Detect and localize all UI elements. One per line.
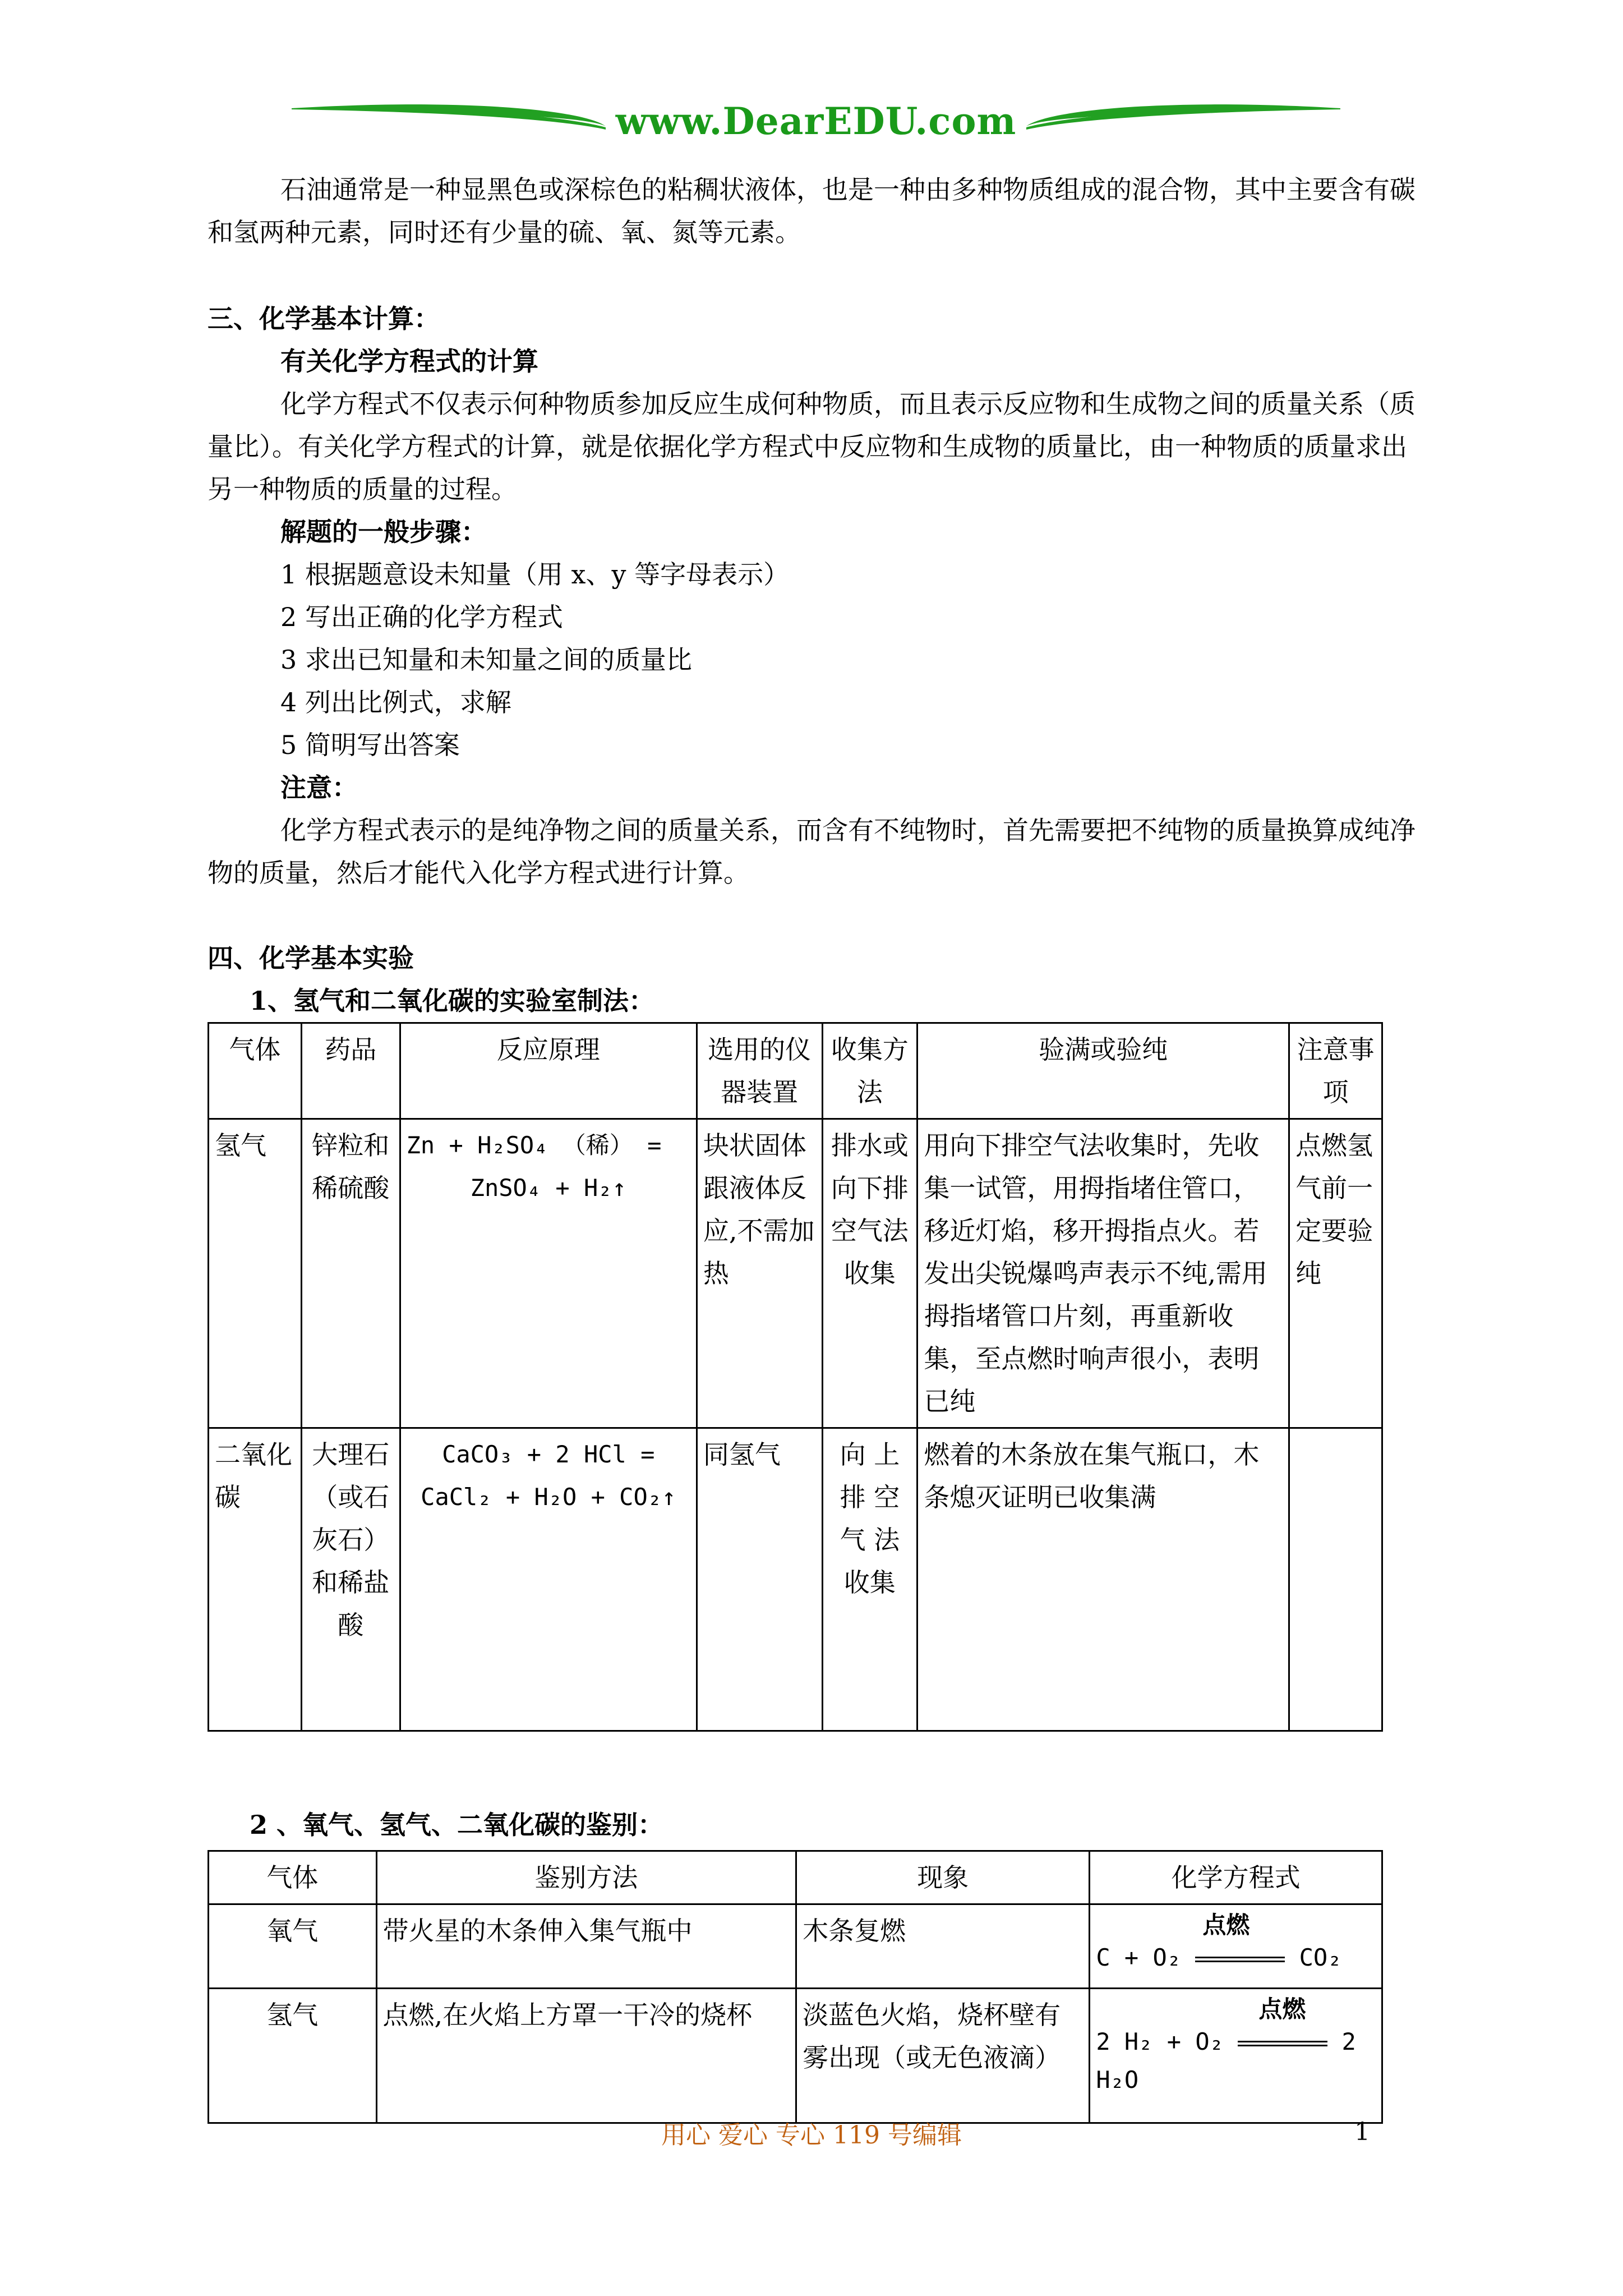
section3-title: 三、化学基本计算： bbox=[208, 303, 440, 334]
page-number: 1 bbox=[1354, 2118, 1370, 2146]
col-header-method: 鉴别方法 bbox=[376, 1851, 796, 1904]
cell-apparatus: 同氢气 bbox=[697, 1428, 822, 1731]
footer-text: 用心 爱心 专心 119 号编辑 bbox=[661, 2121, 962, 2150]
equation-right: CO₂ bbox=[1299, 1944, 1342, 1971]
equation-line-2: ZnSO₄ + H₂↑ bbox=[470, 1174, 626, 1202]
col-header-principle: 反应原理 bbox=[400, 1023, 697, 1119]
cell-reagents: 大理石（或石灰石）和稀盐酸 bbox=[301, 1428, 400, 1731]
col-header-notes: 注意事项 bbox=[1289, 1023, 1382, 1119]
step-2: 2 写出正确的化学方程式 bbox=[280, 602, 563, 632]
site-logo-text[interactable]: www.DearEDU.com bbox=[615, 99, 1017, 143]
equation-right: 2 bbox=[1341, 2028, 1356, 2055]
note-paragraph: 化学方程式表示的是纯净物之间的质量关系，而含有不纯物时，首先需要把不纯物的质量换算成纯净物的质量，然后才能代入化学方程式进行计算。 bbox=[208, 815, 1415, 888]
cell-check: 燃着的木条放在集气瓶口，木条熄灭证明已收集满 bbox=[917, 1428, 1289, 1731]
cell-method: 点燃,在火焰上方罩一干冷的烧杯 bbox=[376, 1989, 796, 2123]
cell-equation bbox=[1090, 1904, 1382, 1989]
step-3: 3 求出已知量和未知量之间的质量比 bbox=[280, 645, 692, 675]
step-5: 5 简明写出答案 bbox=[280, 730, 460, 760]
cell-collection: 排水或向下排空气法收集 bbox=[822, 1119, 917, 1428]
table-header-row bbox=[209, 1851, 1382, 1904]
col-header-gas: 气体 bbox=[209, 1851, 377, 1904]
table-row bbox=[209, 1989, 1382, 2123]
cell-check: 用向下排空气法收集时，先收集一试管，用拇指堵住管口，移近灯焰，移开拇指点火。若发出尖锐爆鸣声表示不纯,需用拇指堵管口片刻，再重新收集，至点燃时响声很小，表明已纯 bbox=[917, 1119, 1289, 1428]
cell-reagents: 锌粒和稀硫酸 bbox=[301, 1119, 400, 1428]
cell-collection: 向 上 排 空 气 法 收集 bbox=[822, 1428, 917, 1731]
cell-equation bbox=[400, 1428, 697, 1731]
table-gas-identification bbox=[208, 1850, 1383, 2124]
section3-subtitle: 有关化学方程式的计算 bbox=[280, 346, 538, 376]
steps-title: 解题的一般步骤： bbox=[280, 517, 487, 547]
reaction-condition: 点燃 bbox=[1202, 1911, 1250, 1939]
cell-phenomenon: 木条复燃 bbox=[796, 1904, 1090, 1989]
table-row bbox=[209, 1428, 1382, 1731]
equation-equals-sign bbox=[1238, 2041, 1327, 2046]
cell-gas: 氢气 bbox=[209, 1119, 302, 1428]
equation-left: C + O₂ bbox=[1096, 1944, 1182, 1971]
cell-method: 带火星的木条伸入集气瓶中 bbox=[376, 1904, 796, 1989]
col-header-gas: 气体 bbox=[209, 1023, 302, 1119]
cell-gas: 氢气 bbox=[209, 1989, 377, 2123]
col-header-collection: 收集方法 bbox=[822, 1023, 917, 1119]
equation-line-1: CaCO₃ + 2 HCl = bbox=[442, 1441, 655, 1468]
col-header-phenomenon: 现象 bbox=[796, 1851, 1090, 1904]
reaction-condition: 点燃 bbox=[1258, 1995, 1306, 2023]
note-title: 注意： bbox=[280, 772, 358, 803]
table-row bbox=[209, 1904, 1382, 1989]
col-header-apparatus: 选用的仪器装置 bbox=[697, 1023, 822, 1119]
table-gas-preparation bbox=[208, 1022, 1383, 1732]
step-4: 4 列出比例式，求解 bbox=[280, 687, 511, 717]
equation-tail: H₂O bbox=[1096, 2066, 1139, 2093]
cell-notes bbox=[1289, 1428, 1382, 1731]
header-banner bbox=[292, 93, 1340, 154]
cell-apparatus: 块状固体跟液体反应,不需加热 bbox=[697, 1119, 822, 1428]
cell-notes: 点燃氢气前一定要验纯 bbox=[1289, 1119, 1382, 1428]
col-header-reagents: 药品 bbox=[301, 1023, 400, 1119]
cell-equation bbox=[1090, 1989, 1382, 2123]
cell-gas: 二氧化碳 bbox=[209, 1428, 302, 1731]
cell-gas: 氧气 bbox=[209, 1904, 377, 1989]
table-header-row bbox=[209, 1023, 1382, 1119]
cell-equation bbox=[400, 1119, 697, 1428]
intro-paragraph: 石油通常是一种显黑色或深棕色的粘稠状液体，也是一种由多种物质组成的混合物，其中主要含有碳和氢两种元素，同时还有少量的硫、氧、氮等元素。 bbox=[208, 174, 1415, 247]
table-row bbox=[209, 1119, 1382, 1428]
equation-left: 2 H₂ + O₂ bbox=[1096, 2028, 1224, 2055]
step-1: 1 根据题意设未知量（用 x、y 等字母表示） bbox=[280, 559, 790, 590]
equation-line-2: CaCl₂ + H₂O + CO₂↑ bbox=[421, 1483, 676, 1511]
equation-equals-sign bbox=[1195, 1957, 1285, 1962]
col-header-equation: 化学方程式 bbox=[1090, 1851, 1382, 1904]
equation-line-1: Zn + H₂SO₄ （稀） = bbox=[406, 1131, 662, 1159]
cell-phenomenon: 淡蓝色火焰，烧杯壁有雾出现（或无色液滴） bbox=[796, 1989, 1090, 2123]
section4-title: 四、化学基本实验 bbox=[208, 943, 414, 973]
table1-title: 1、氢气和二氧化碳的实验室制法： bbox=[250, 986, 655, 1016]
table2-title: 2 、氧气、氢气、二氧化碳的鉴别： bbox=[250, 1810, 664, 1840]
col-header-check: 验满或验纯 bbox=[917, 1023, 1289, 1119]
section3-paragraph: 化学方程式不仅表示何种物质参加反应生成何种物质，而且表示反应物和生成物之间的质量关系（质量比）。有关化学方程式的计算，就是依据化学方程式中反应物和生成物的质量比，由一种物质的质量求出另一种物质的质量的过程。 bbox=[208, 389, 1415, 504]
